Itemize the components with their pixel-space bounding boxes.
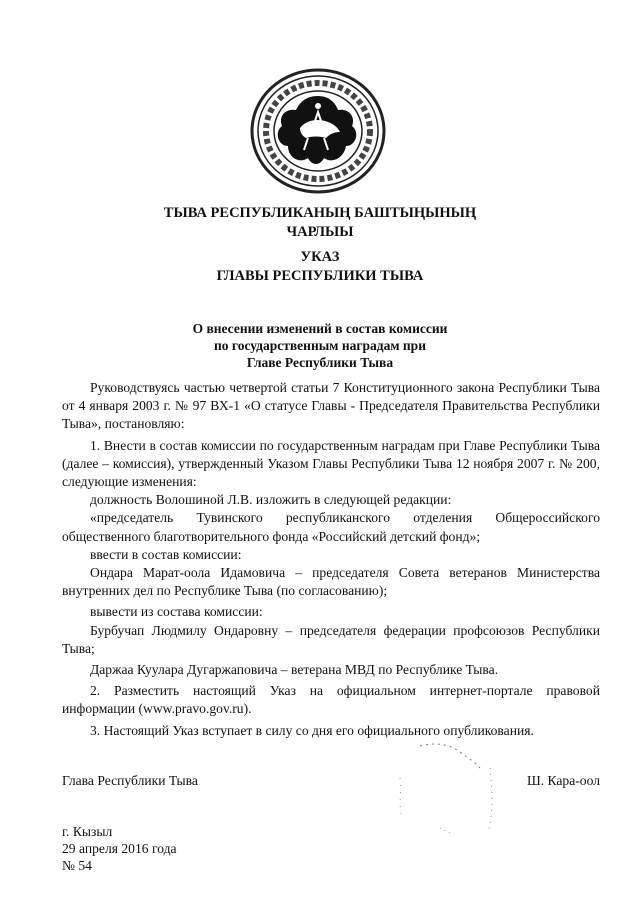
item-2: 2. Разместить настоящий Указ на официальном интернет-портале правовой информации (www.pravo.gov.ru).: [62, 683, 600, 717]
subject-line1: О внесении изменений в состав комиссии: [192, 321, 448, 336]
document-subject: [0, 320, 640, 371]
signatory-name: Ш. Кара-оол: [527, 773, 600, 788]
subject-line2: по государственным наградам при: [214, 338, 426, 353]
document-footer: [62, 823, 177, 874]
subject-line3: Главе Республики Тыва: [246, 355, 394, 370]
signatory-position: Глава Республики Тыва: [62, 773, 198, 788]
item-3: 3. Настоящий Указ вступает в силу со дня его официального опубликования.: [90, 722, 534, 738]
document-type: УКАЗ: [300, 249, 340, 265]
org-name-line2: ЧАРЛЫЫ: [286, 224, 354, 240]
document-number: № 54: [62, 858, 92, 873]
item-1: 1. Внести в состав комиссии по государственным наградам при Главе Республики Тыва (далее – комиссия), утвержденный Указом Главы Республики Тыва 12 ноября 2007 г. № 200, следующие изменения:: [62, 437, 600, 490]
document-issuer: ГЛАВЫ РЕСПУБЛИКИ ТЫВА: [216, 268, 424, 284]
item-1-d: Ондара Марат-оола Идамовича – председателя Совета ветеранов Министерства внутренних дел по Республике Тыва (по согласованию);: [62, 565, 600, 599]
item-1-f: Бурбучап Людмилу Ондаровну – председателя федерации профсоюзов Республики Тыва;: [62, 622, 600, 656]
handwritten-signature-icon: [380, 738, 500, 848]
issue-date: 29 апреля 2016 года: [62, 841, 177, 856]
org-name-line1: ТЫВА РЕСПУБЛИКАНЫҢ БАШТЫҢЫНЫҢ: [163, 205, 477, 221]
preamble: Руководствуясь частью четвертой статьи 7 Конституционного закона Республики Тыва от 4 января 2003 г. № 97 ВХ-1 «О статусе Главы - Председателя Правительства Республики Тыва», постановляю:: [62, 380, 600, 432]
item-1-g: Даржаа Куулара Дугаржаповича – ветерана МВД по Республике Тыва.: [90, 662, 499, 678]
item-1-a: должность Волошиной Л.В. изложить в следующей редакции:: [90, 492, 452, 508]
document-header: [0, 204, 640, 242]
item-1-e: вывести из состава комиссии:: [90, 604, 263, 620]
item-1-b: «председатель Тувинского республиканского отделения Общероссийского общественного благотворительного фонда «Российский детский фонд»;: [62, 510, 600, 544]
document-type-block: [0, 248, 640, 286]
item-1-c: ввести в состав комиссии:: [90, 546, 242, 562]
document-body: [62, 379, 600, 740]
issue-city: г. Кызыл: [62, 824, 113, 839]
emblem-of-tuva-icon: [248, 66, 388, 196]
